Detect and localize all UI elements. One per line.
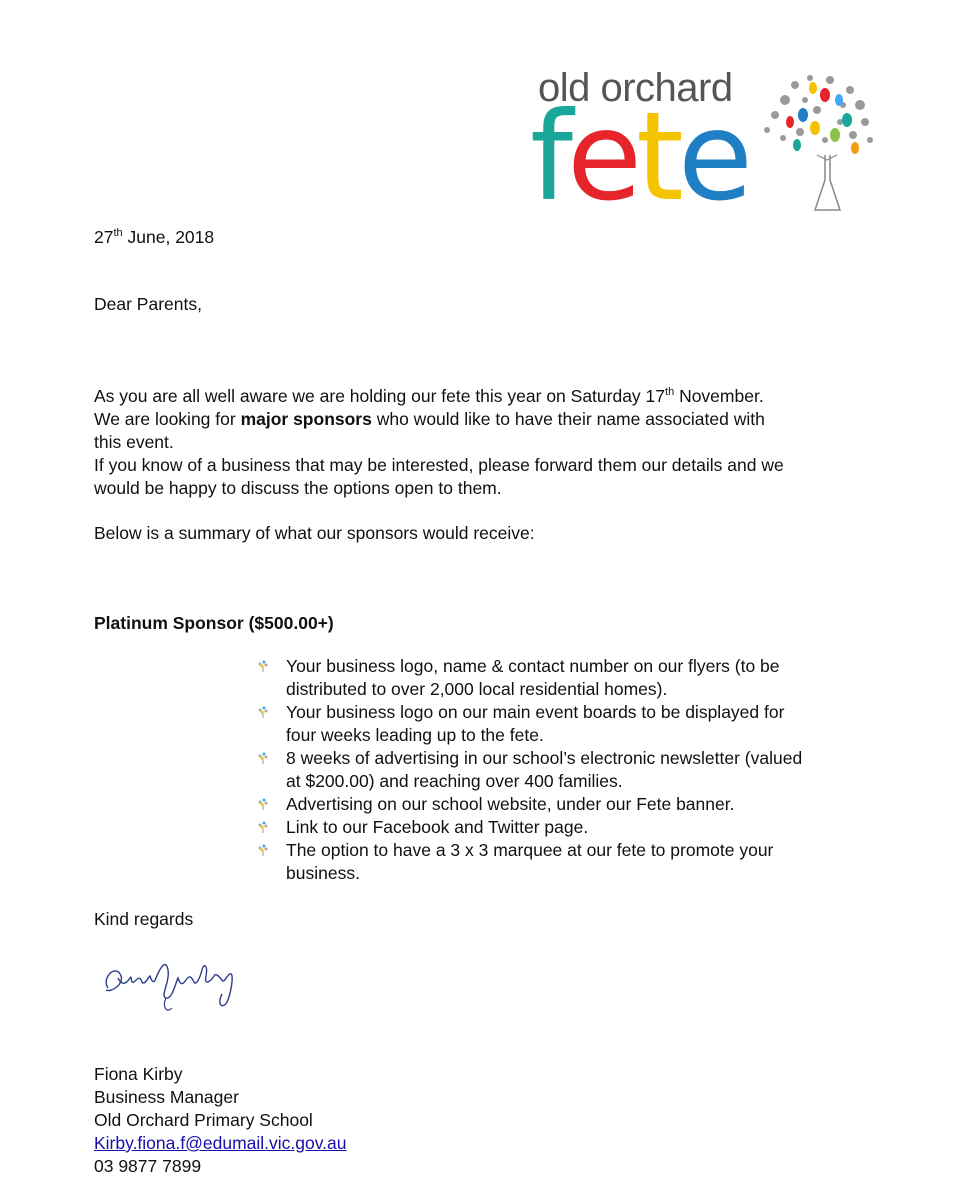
p1-line1-after: November.: [674, 386, 764, 406]
paragraph-1-line-2: [94, 408, 765, 431]
logo-letter-e1: e: [566, 86, 637, 228]
tree-bullet-icon: [256, 751, 270, 765]
benefit-line: four weeks leading up to the fete.: [286, 725, 544, 745]
signatory-name: Fiona Kirby: [94, 1064, 183, 1084]
benefit-line: Your business logo on our main event boards to be displayed for: [286, 702, 785, 722]
benefit-line: at $200.00) and reaching over 400 families.: [286, 771, 623, 791]
benefit-line: Advertising on our school website, under our Fete banner.: [286, 794, 735, 814]
logo-letter-t: t: [636, 86, 678, 228]
p1-line2-after: who would like to have their name associated with: [371, 409, 765, 429]
phone-number: 03 9877 7899: [94, 1156, 202, 1176]
logo-letter-f: f: [530, 86, 567, 228]
old-orchard-fete-logo: [530, 60, 880, 228]
tree-bullet-icon: [256, 820, 270, 834]
date-suffix: th: [113, 227, 123, 239]
tree-bullet-icon: [256, 659, 270, 673]
signatory-title: Business Manager: [94, 1087, 239, 1107]
benefit-line: 8 weeks of advertising in our school’s electronic newsletter (valued: [286, 748, 803, 768]
date-rest: June, 2018: [122, 227, 215, 247]
benefit-line: Link to our Facebook and Twitter page.: [286, 817, 589, 837]
logo-top-text: old orchard: [538, 66, 733, 110]
sponsor-heading: Platinum Sponsor ($500.00+): [94, 613, 334, 633]
summary-intro: Below is a summary of what our sponsors would receive:: [94, 523, 535, 543]
paragraph-2-line-1: If you know of a business that may be interested, please forward them our details and we: [94, 455, 784, 475]
benefit-line: Your business logo, name & contact number on our flyers (to be: [286, 656, 780, 676]
tree-bullet-icon: [256, 797, 270, 811]
letter-date: [94, 226, 214, 249]
benefit-item: [256, 701, 896, 747]
closing: Kind regards: [94, 909, 194, 929]
tree-bullet-icon: [256, 843, 270, 857]
p1-line1-before: As you are all well aware we are holding our fete this year on Saturday 17: [94, 386, 666, 406]
p1-line2-before: We are looking for: [94, 409, 241, 429]
paragraph-1-line-3: this event.: [94, 432, 174, 452]
email-link[interactable]: Kirby.fiona.f@edumail.vic.gov.au: [94, 1133, 347, 1153]
benefit-line: distributed to over 2,000 local residential homes).: [286, 679, 668, 699]
signature-image: [96, 948, 246, 1018]
pear-tree-icon: [755, 60, 880, 220]
major-sponsors-emphasis: major sponsors: [240, 409, 372, 429]
p1-line1-sup: th: [665, 386, 675, 398]
date-day: 27: [94, 227, 114, 247]
benefit-item: [256, 747, 896, 793]
benefit-item: [256, 839, 896, 885]
paragraph-2-line-2: would be happy to discuss the options open to them.: [94, 478, 502, 498]
benefit-item: [256, 816, 896, 839]
benefit-item: [256, 793, 896, 816]
tree-bullet-icon: [256, 705, 270, 719]
benefit-line: The option to have a 3 x 3 marquee at our fete to promote your: [286, 840, 774, 860]
logo-letter-e2: e: [677, 86, 747, 228]
benefit-line: business.: [286, 863, 360, 883]
salutation: Dear Parents,: [94, 294, 202, 314]
paragraph-1-line-1: [94, 385, 764, 408]
benefit-item: [256, 655, 896, 701]
signatory-org: Old Orchard Primary School: [94, 1110, 313, 1130]
benefits-list: [256, 655, 896, 885]
